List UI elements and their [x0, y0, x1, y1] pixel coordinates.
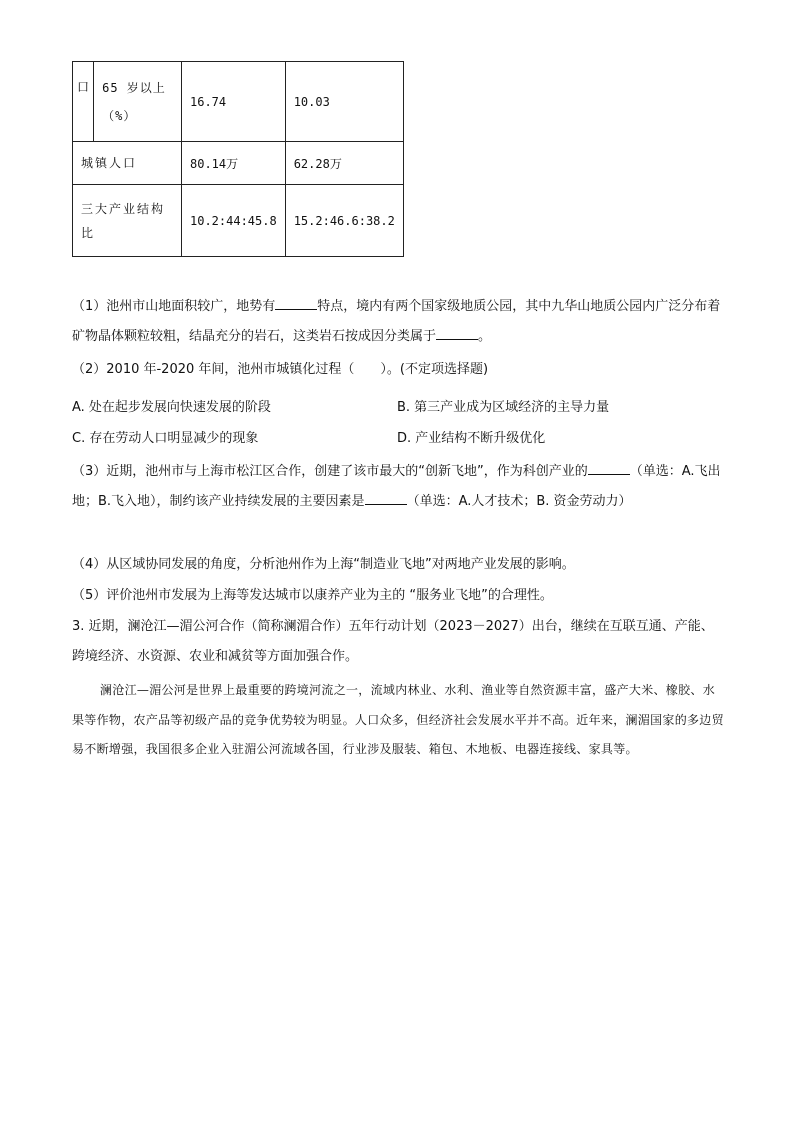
- table-cell: 10.2:44:45.8: [182, 185, 286, 257]
- answer-blank: [588, 462, 630, 475]
- answer-blank: [365, 492, 407, 505]
- industry-structure-label-cell: 三大产业结构比: [73, 185, 182, 257]
- table-cell: 62.28万: [285, 142, 403, 185]
- table-cell: 80.14万: [182, 142, 286, 185]
- age-65-label-cell: 65 岁以上（%）: [94, 62, 182, 142]
- population-stats-table: [72, 61, 404, 257]
- question-5: （5）评价池州市发展为上海等发达城市以康养产业为主的 “服务业飞地”的合理性。: [72, 588, 553, 603]
- question-3: （3）近期，池州市与上海市松江区合作，创建了该市最大的“创新飞地”，作为科创产业的 （单选：A.飞出地；B.飞入地），制约该产业持续发展的主要因素是 （单选：A.人才技术；B. 资金劳动力）: [72, 464, 721, 509]
- option-a: A. 处在起步发展向快速发展的阶段: [72, 400, 271, 415]
- option-c: C. 存在劳动人口明显减少的现象: [72, 431, 259, 446]
- table-cell: 10.03: [285, 62, 403, 142]
- question-6: 3. 近期，澜沧江—湄公河合作（简称澜湄合作）五年行动计划（2023－2027）出台，继续在互联互通、产能、跨境经济、水资源、农业和减贫等方面加强合作。: [72, 619, 714, 664]
- option-b: B. 第三产业成为区域经济的主导力量: [397, 400, 610, 415]
- question-1: （1）池州市山地面积较广，地势有 特点，境内有两个国家级地质公园，其中九华山地质公园内广泛分布着矿物晶体颗粒较粗，结晶充分的岩石，这类岩石按成因分类属于 。: [72, 299, 721, 344]
- question-4: （4）从区域协同发展的角度，分析池州作为上海“制造业飞地”对两地产业发展的影响。: [72, 557, 575, 572]
- table-row: [73, 62, 404, 142]
- reading-passage: 澜沧江—湄公河是世界上最重要的跨境河流之一，流域内林业、水利、渔业等自然资源丰富，盛产大米、橡胶、水果等作物，农产品等初级产品的竞争优势较为明显。人口众多，但经济社会发展水平并不高。近年来，澜湄国家的多边贸易不断增强，我国很多企业入驻湄公河流域各国，行业涉及服装、箱包、木地板、电器连接线、家具等。: [72, 683, 724, 756]
- question-2: （2）2010 年-2020 年间，池州市城镇化过程（ ）。(不定项选择题): [72, 362, 489, 377]
- answer-blank: [275, 297, 317, 310]
- population-group-cell: 口: [73, 62, 94, 142]
- table-cell: 15.2:46.6:38.2: [285, 185, 403, 257]
- table-row: [73, 185, 404, 257]
- urban-population-label-cell: 城镇人口: [73, 142, 182, 185]
- table-row: [73, 142, 404, 185]
- table-cell: 16.74: [182, 62, 286, 142]
- option-d: D. 产业结构不断升级优化: [397, 431, 546, 446]
- answer-blank: [436, 327, 478, 340]
